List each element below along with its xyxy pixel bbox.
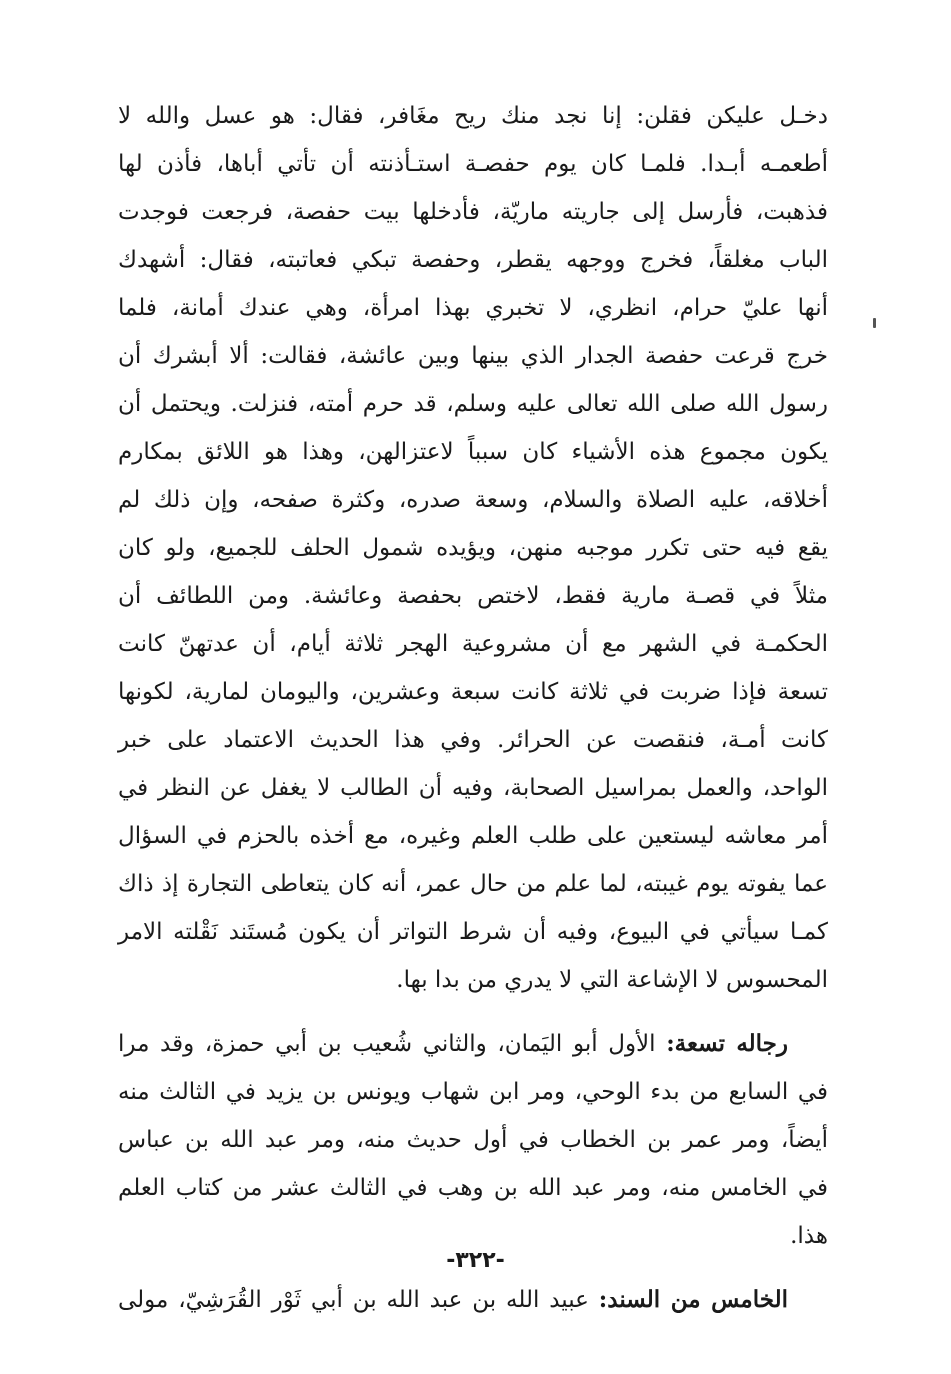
paragraph-gap (118, 1004, 828, 1020)
text-line: أخلاقه، عليه الصلاة والسلام، وسعة صدره، وكثرة صفحه، وإن ذلك لم (118, 487, 828, 513)
text-line: يقع فيه حتى تكرر موجبه منهن، ويؤيده شمول الحلف للجميع، ولو كان (118, 535, 828, 561)
text-line: مثلاً في قصـة مارية فقط، لاختص بحفصة وعائشة. ومن اللطائف أن (118, 583, 828, 609)
text-run: الأول أبو اليَمان، والثاني شُعيب بن أبي حمزة، وقد مرا (118, 1031, 667, 1057)
text-line: الباب مغلقاً، فخرج ووجهه يقطر، وحفصة تبكي فعاتبته، فقال: أشهدك (118, 247, 828, 273)
paragraph-2 (118, 1020, 828, 1260)
margin-mark (873, 318, 876, 328)
text-line (118, 1276, 828, 1324)
paragraph-lead: رجاله تسعة: (666, 1030, 789, 1057)
paragraph-lead: الخامس من السند: (598, 1286, 788, 1313)
text-line: أنها عليّ حرام، انظري، لا تخبري بهذا امرأة، وهي عندك أمانة، فلما (118, 295, 828, 321)
page-number: -٣٢٢- (446, 1248, 505, 1273)
text-line: الحكمـة في الشهر مع أن مشروعية الهجر ثلاثة أيام، أن عدتهنّ كانت (118, 631, 828, 657)
paragraph-3 (118, 1276, 828, 1324)
text-line: أطعمـه أبـدا. فلمـا كان يوم حفصـة استـأذنته أن تأتي أباها، فأذن لها (118, 151, 828, 177)
text-line (118, 1020, 828, 1068)
text-line: عما يفوته يوم غيبته، لما علم من حال عمر، أنه كان يتعاطى التجارة إذ ذاك (118, 871, 828, 897)
text-line: المحسوس لا الإشاعة التي لا يدري من بدا بها. (396, 967, 828, 993)
text-line: يكون مجموع هذه الأشياء كان سبباً لاعتزالهن، وهذا هو اللائق بمكارم (118, 439, 828, 465)
text-run: عبيد الله بن عبد الله بن أبي ثَوْر القُرَشِيّ، مولى (118, 1287, 599, 1313)
text-line: تسعة فإذا ضربت في ثلاثة كانت سبعة وعشرين، واليومان لمارية، لكونها (118, 679, 828, 705)
text-line: فذهبت، فأرسل إلى جاريته ماريّة، فأدخلها بيت حفصة، فرجعت فوجدت (118, 199, 828, 225)
text-line: رسول الله صلى الله تعالى عليه وسلم، قد حرم أمته، فنزلت. ويحتمل أن (118, 391, 828, 417)
paragraph-1 (118, 92, 828, 1004)
text-line: كمـا سيأتي في البيوع، وفيه أن شرط التواتر أن يكون مُستَند نَقْلته الامر (118, 919, 828, 945)
text-line: دخـل عليكن فقلن: إنا نجد منك ريح مغَافر، فقال: هو عسل والله لا (118, 103, 828, 129)
text-line: كانت أمـة، فنقصت عن الحرائر. وفي هذا الحديث الاعتماد على خبر (118, 727, 828, 753)
page-body (118, 92, 828, 1324)
text-line: خرج قرعت حفصة الجدار الذي بينها وبين عائشة، فقالت: ألا أبشرك أن (118, 343, 828, 369)
text-line: الواحد، والعمل بمراسيل الصحابة، وفيه أن الطالب لا يغفل عن النظر في (118, 775, 828, 801)
text-line: أمر معاشه ليستعين على طلب العلم وغيره، مع أخذه بالحزم في السؤال (118, 823, 828, 849)
text-line: هذا. (790, 1223, 828, 1249)
text-line: أيضاً، ومر عمر بن الخطاب في أول حديث منه، ومر عبد الله بن عباس (118, 1127, 828, 1153)
text-line: في السابع من بدء الوحي، ومر ابن شهاب ويونس بن يزيد في الثالث منه (118, 1079, 828, 1105)
text-line: في الخامس منه، ومر عبد الله بن وهب في الثالث عشر من كتاب العلم (118, 1175, 828, 1201)
